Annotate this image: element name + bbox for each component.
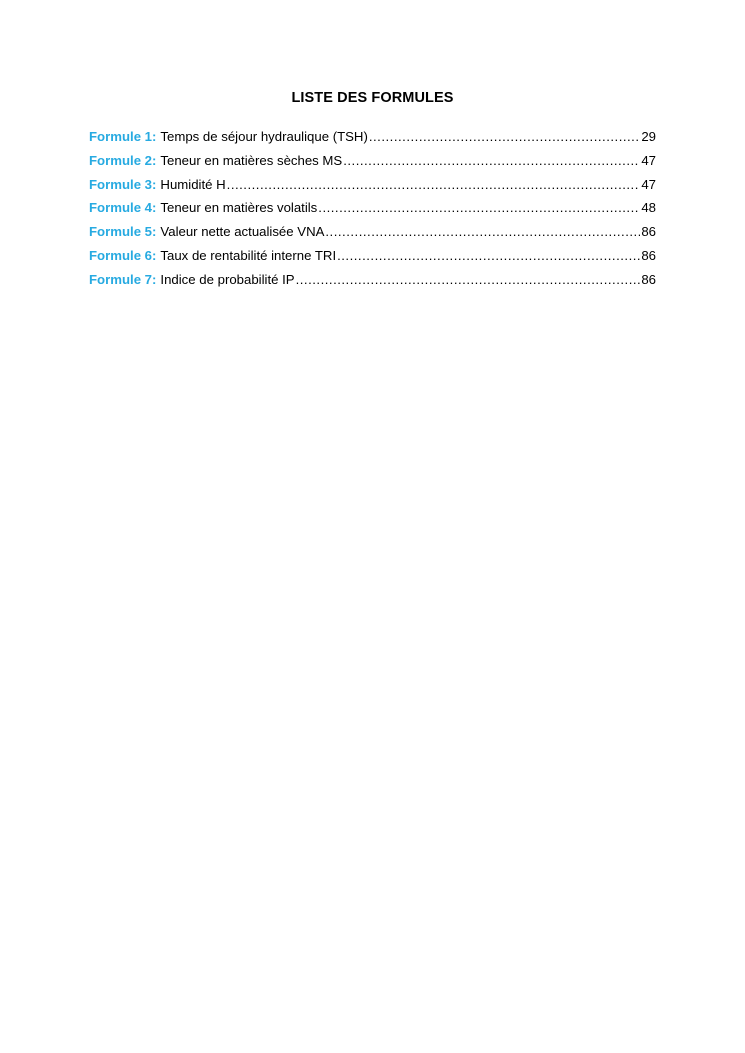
formula-title: Temps de séjour hydraulique (TSH) — [160, 129, 368, 144]
page-number: 86 — [641, 271, 656, 287]
formula-label: Formule 2: — [89, 152, 157, 168]
formula-title: Teneur en matières volatils — [160, 200, 318, 216]
formula-entry-5[interactable] — [89, 223, 656, 247]
page-number: 86 — [641, 247, 656, 263]
dot-leader — [369, 128, 640, 146]
formula-entry-3[interactable] — [89, 176, 656, 200]
page-title: LISTE DES FORMULES — [291, 90, 454, 106]
formula-entry-6[interactable] — [89, 247, 656, 271]
dot-leader — [325, 223, 640, 241]
dot-leader — [343, 152, 640, 170]
formula-label: Formule 1: — [89, 129, 157, 144]
formula-title: Humidité H — [160, 176, 226, 192]
page-number: 29 — [641, 129, 656, 144]
formula-title: Taux de rentabilité interne TRI — [160, 247, 337, 263]
formula-list — [89, 128, 656, 295]
formula-entry-1[interactable] — [89, 128, 656, 152]
formula-label: Formule 4: — [89, 200, 157, 216]
page-number: 48 — [641, 200, 656, 216]
formula-entry-7[interactable] — [89, 271, 656, 295]
dot-leader — [227, 176, 641, 194]
formula-label: Formule 5: — [89, 224, 157, 240]
formula-label: Formule 7: — [89, 271, 157, 287]
formula-entry-4[interactable] — [89, 199, 656, 223]
formula-title: Valeur nette actualisée VNA — [160, 224, 325, 240]
page-number: 47 — [641, 176, 656, 192]
formula-label: Formule 6: — [89, 247, 157, 263]
dot-leader — [318, 199, 640, 217]
page-number: 86 — [641, 224, 656, 240]
dot-leader — [337, 247, 640, 265]
formula-label: Formule 3: — [89, 176, 157, 192]
formula-title: Teneur en matières sèches MS — [160, 152, 343, 168]
page-number: 47 — [641, 152, 656, 168]
dot-leader — [296, 271, 641, 289]
formula-entry-2[interactable] — [89, 152, 656, 176]
formula-title: Indice de probabilité IP — [160, 271, 295, 287]
